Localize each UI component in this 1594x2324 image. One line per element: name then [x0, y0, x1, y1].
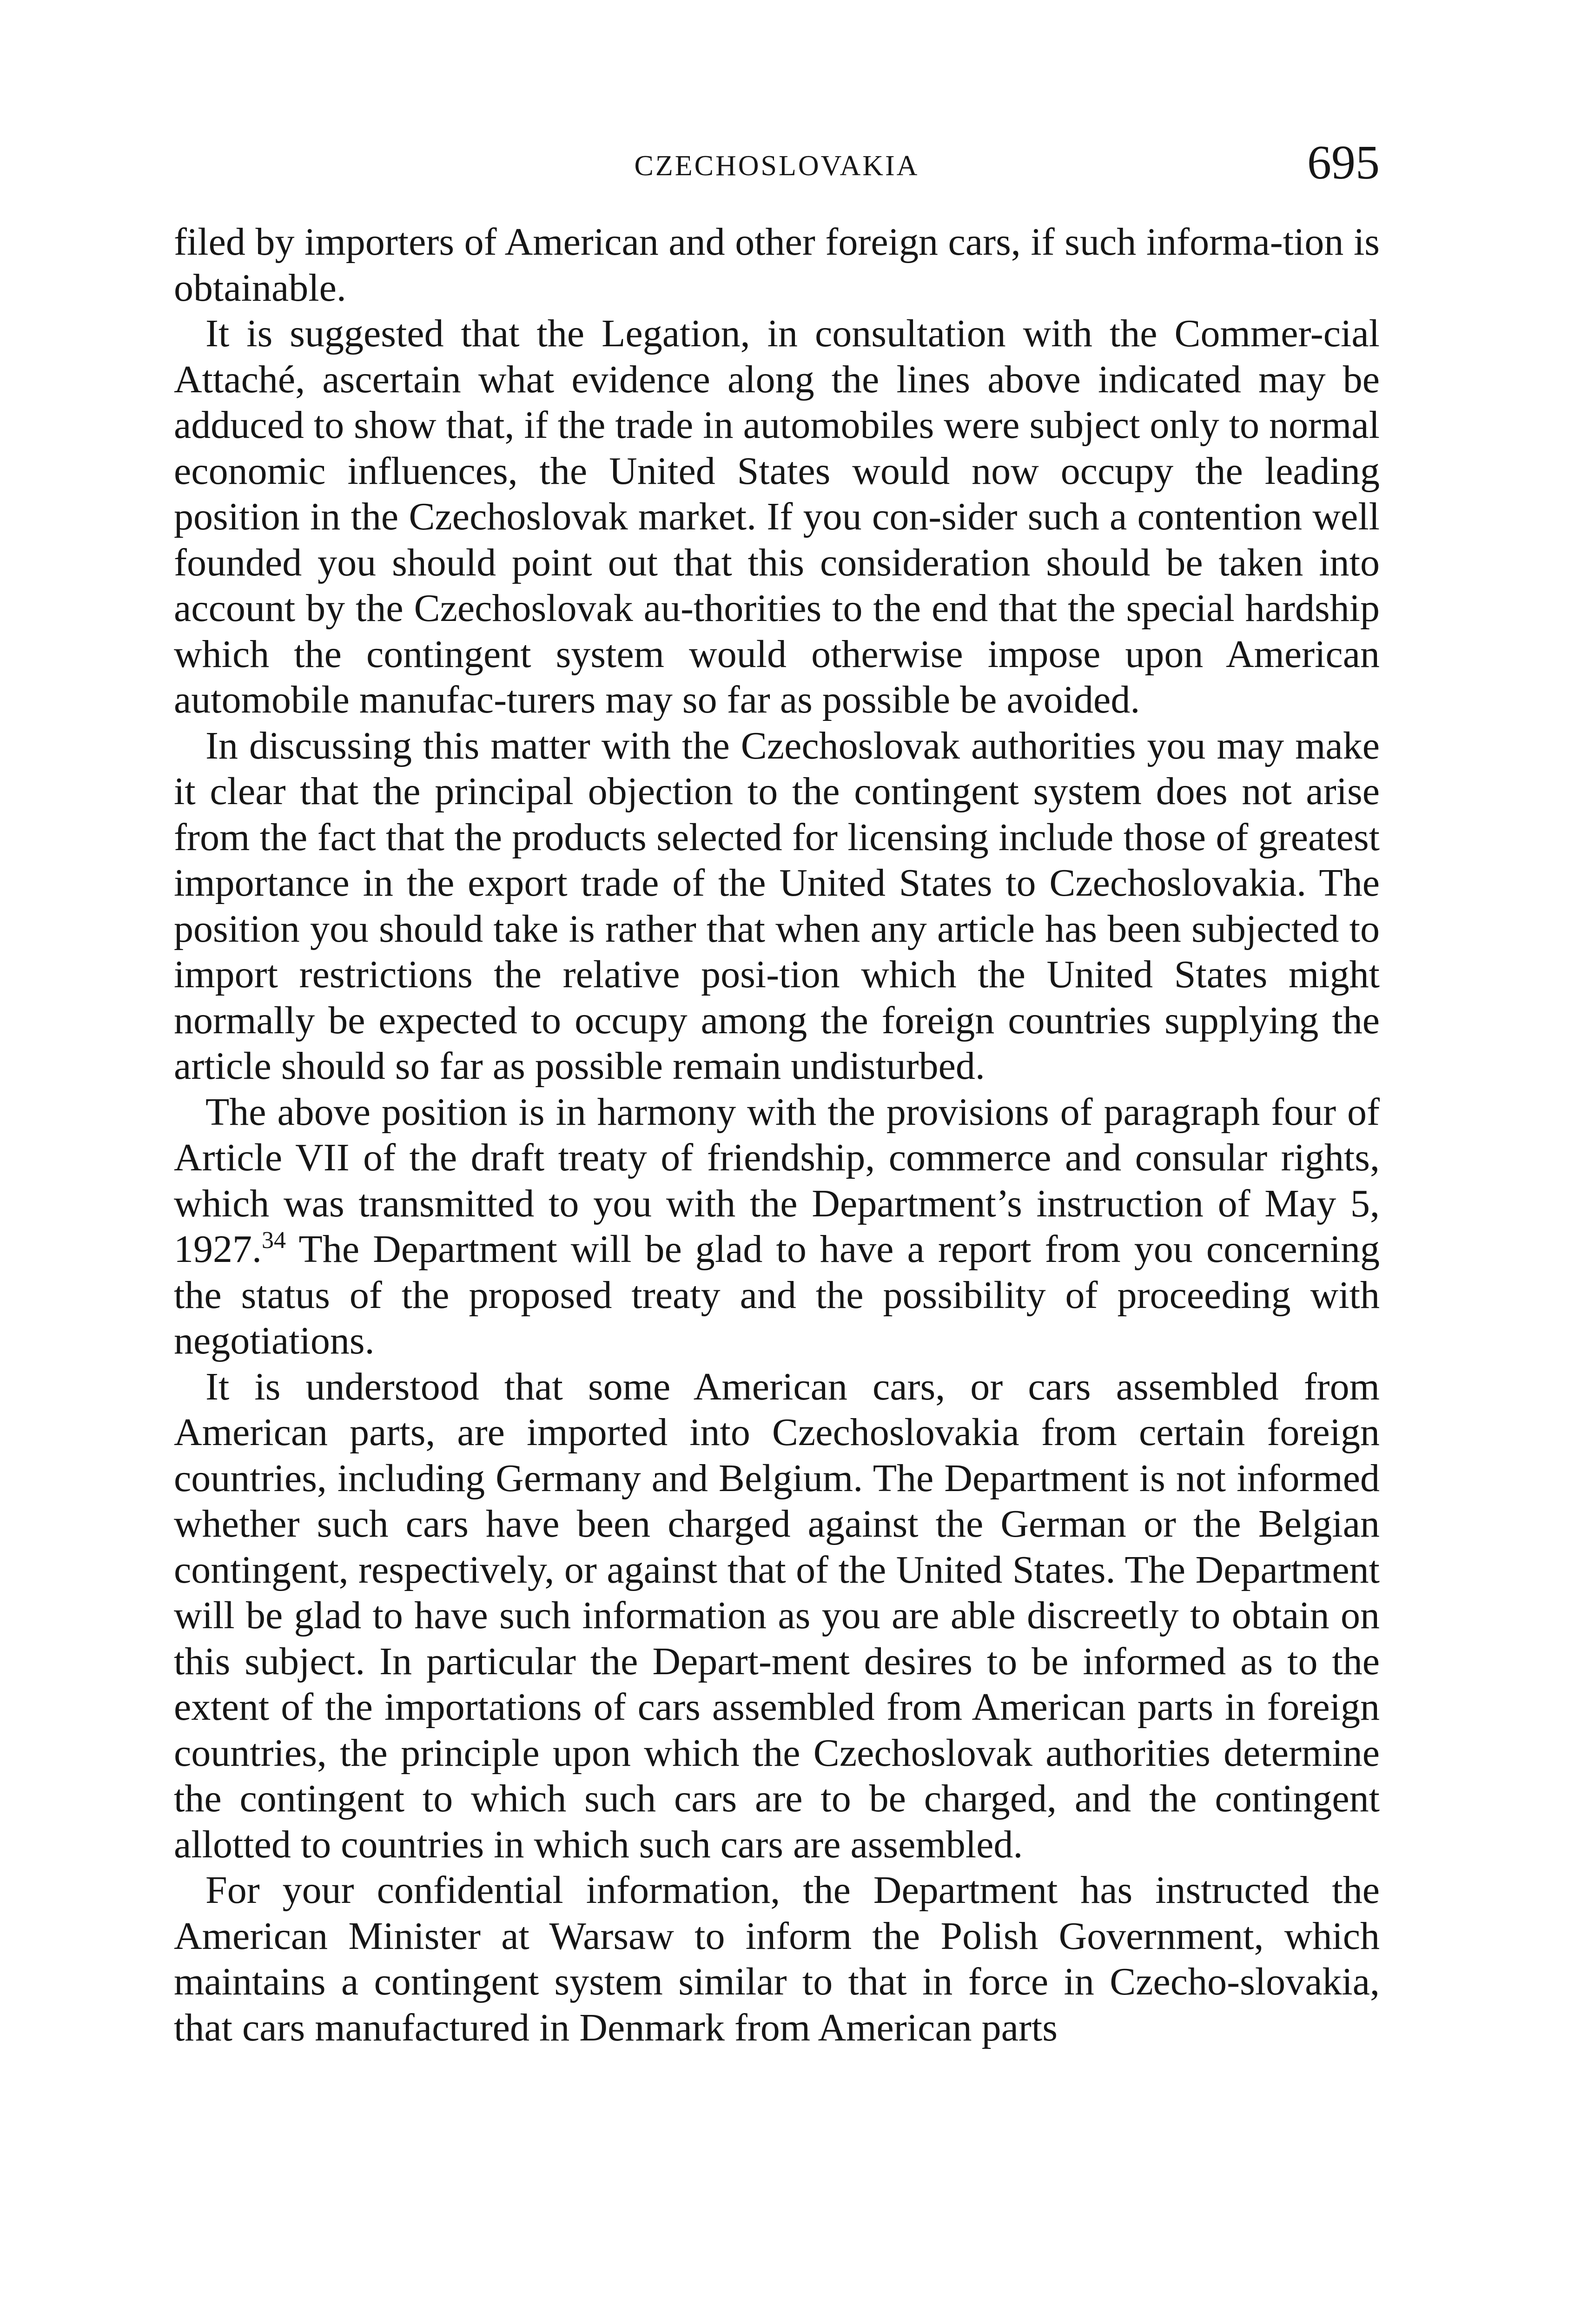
paragraph-discussing-matter: In discussing this matter with the Czechoslovak authorities you may make it clear that the principal objection to the contingent system does not arise from the fact that the products selected for licensing include those of greatest importance in the export trade of the United States to Czechoslovakia. The position you should take is rather that when any article has been subjected to import restrictions the relative posi-tion which the United States might normally be expected to occupy among the foreign countries supplying the article should so far as possible remain undisturbed.	[174, 724, 1380, 1088]
page-header	[174, 135, 1380, 200]
document-page	[174, 0, 1380, 2324]
paragraph-legation-suggestion: It is suggested that the Legation, in consultation with the Commer-cial Attaché, ascertain what evidence along the lines above indicated may be adduced to show that, if the trade in automobiles were subject only to normal economic influences, the United States would now occupy the leading position in the Czechoslovak market. If you con-sider such a contention well founded you should point out that this consideration should be taken into account by the Czechoslovak au-thorities to the end that the special hardship which the contingent system would otherwise impose upon American automobile manufac-turers may so far as possible be avoided.	[174, 312, 1380, 721]
paragraph-continuation: filed by importers of American and other foreign cars, if such informa-tion is obtainable.	[174, 220, 1380, 310]
paragraph-text: The above position is in harmony with the provisions of paragraph four of Article VII of the draft treaty of friendship, commerce and consular rights, which was transmitted to you with the Department’s instruction of May 5, 1927.	[174, 1090, 1380, 1271]
paragraph-american-cars: It is understood that some American cars, or cars assembled from American parts, are imported into Czechoslovakia from certain foreign countries, including Germany and Belgium. The Department is not informed whether such cars have been charged against the German or the Belgian contingent, respectively, or against that of the United States. The Department will be glad to have such information as you are able discreetly to obtain on this subject. In particular the Depart-ment desires to be informed as to the extent of the importations of cars assembled from American parts in foreign countries, the principle upon which the Czechoslovak authorities determine the contingent to which such cars are to be charged, and the contingent allotted to countries in which such cars are assembled.	[174, 1365, 1380, 1866]
paragraph-text: The Department will be glad to have a report from you concerning the status of the proposed treaty and the possibility of proceeding with negotiations.	[174, 1228, 1380, 1362]
page-number: 695	[1307, 136, 1380, 189]
footnote-reference: 34	[262, 1227, 286, 1254]
running-head: CZECHOSLOVAKIA	[634, 150, 919, 182]
paragraph-above-position	[174, 1089, 1380, 1364]
body-text	[174, 219, 1380, 2051]
paragraph-confidential-information: For your confidential information, the Department has instructed the American Minister at Warsaw to inform the Polish Government, which maintains a contingent system similar to that in force in Czecho-slovakia, that cars manufactured in Denmark from American parts	[174, 1868, 1380, 2049]
